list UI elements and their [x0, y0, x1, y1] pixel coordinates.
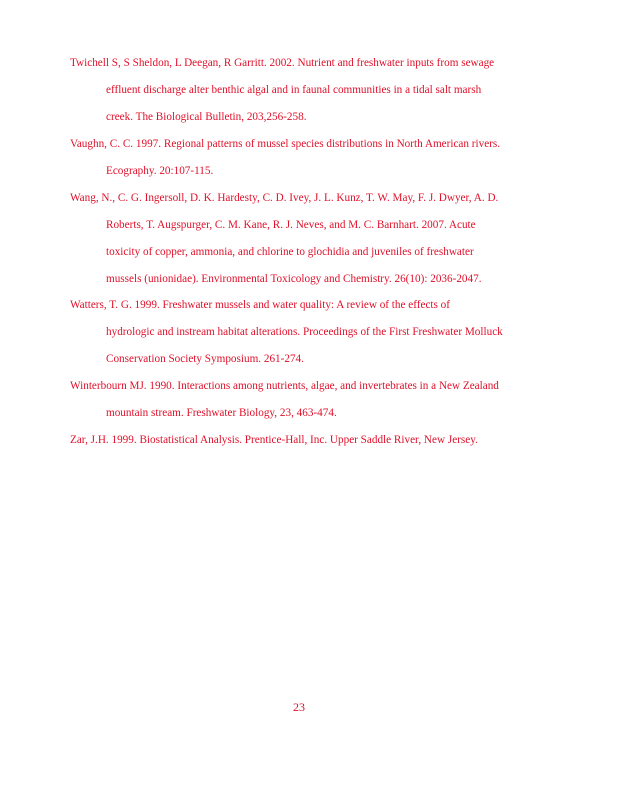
reference-winterbourn-line-2: mountain stream. Freshwater Biology, 23, 463-474.	[106, 407, 337, 419]
reference-watters-line-2: hydrologic and instream habitat alterations. Proceedings of the First Freshwater Molluck	[106, 326, 503, 338]
reference-vaughn-line-1: Vaughn, C. C. 1997. Regional patterns of mussel species distributions in North American rivers.	[70, 138, 501, 150]
reference-wang-line-1: Wang, N., C. G. Ingersoll, D. K. Hardesty, C. D. Ivey, J. L. Kunz, T. W. May, F. J. Dwyer, A. D.	[70, 192, 499, 204]
reference-wang-line-4: mussels (unionidae). Environmental Toxicology and Chemistry. 26(10): 2036-2047.	[106, 273, 482, 285]
reference-wang-line-2: Roberts, T. Augspurger, C. M. Kane, R. J. Neves, and M. C. Barnhart. 2007. Acute	[106, 219, 476, 231]
reference-watters-line-1: Watters, T. G. 1999. Freshwater mussels and water quality: A review of the effects of	[70, 299, 450, 311]
reference-vaughn-line-2: Ecography. 20:107-115.	[106, 165, 214, 177]
reference-twichell-line-2: effluent discharge alter benthic algal and in faunal communities in a tidal salt marsh	[106, 84, 482, 96]
reference-twichell-line-3: creek. The Biological Bulletin, 203,256-258.	[106, 111, 307, 123]
page-number: 23	[293, 700, 305, 714]
reference-zar-line-1: Zar, J.H. 1999. Biostatistical Analysis. Prentice-Hall, Inc. Upper Saddle River, New Jersey.	[70, 434, 478, 446]
reference-winterbourn-line-1: Winterbourn MJ. 1990. Interactions among nutrients, algae, and invertebrates in a New Zealand	[70, 380, 499, 392]
reference-twichell-line-1: Twichell S, S Sheldon, L Deegan, R Garritt. 2002. Nutrient and freshwater inputs from sewage	[70, 57, 495, 69]
reference-wang-line-3: toxicity of copper, ammonia, and chlorine to glochidia and juveniles of freshwater	[106, 246, 474, 258]
reference-watters-line-3: Conservation Society Symposium. 261-274.	[106, 353, 304, 365]
